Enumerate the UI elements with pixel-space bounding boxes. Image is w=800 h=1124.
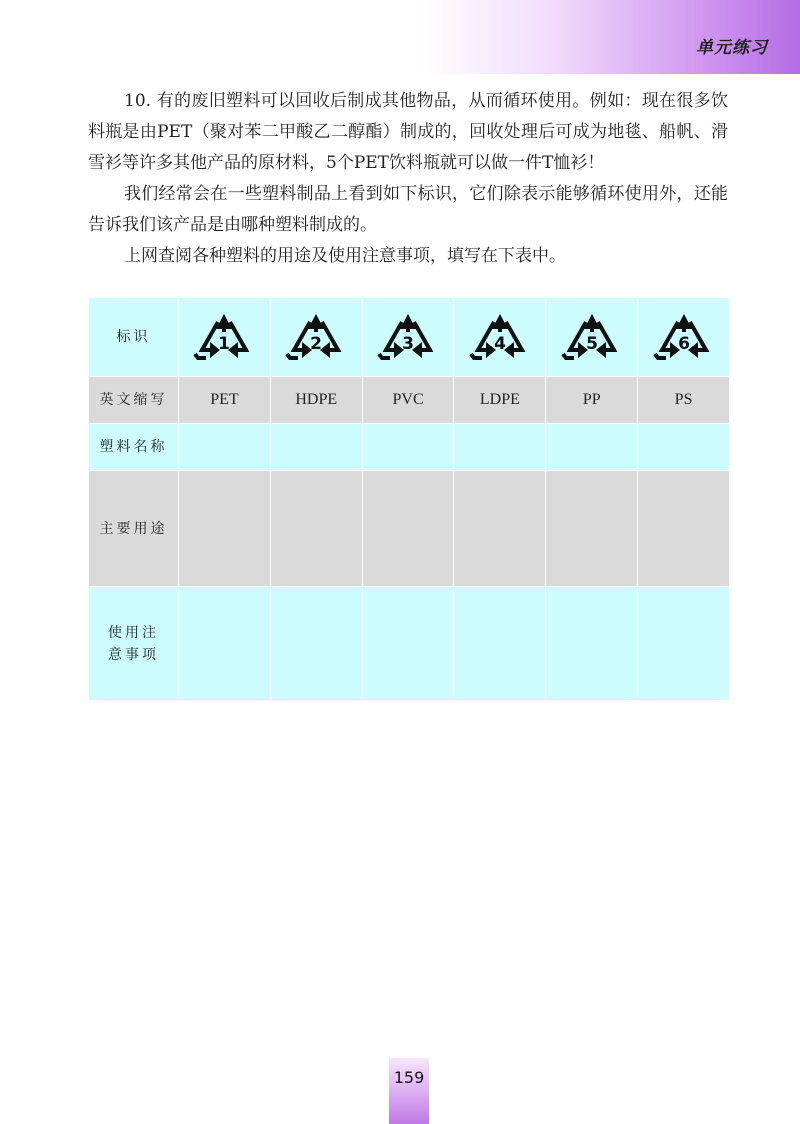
row-label-plastic-name: 塑料名称 [89, 424, 179, 471]
plastics-table [88, 297, 730, 701]
answer-cell[interactable] [454, 587, 546, 701]
answer-cell[interactable] [179, 471, 271, 587]
recycling-triangle-icon [468, 309, 532, 365]
answer-cell[interactable] [362, 471, 454, 587]
symbol-cell [179, 298, 271, 377]
answer-cell[interactable] [179, 424, 271, 471]
symbol-number: 5 [585, 334, 598, 354]
row-label-abbreviation: 英文缩写 [89, 377, 179, 424]
symbol-number: 1 [218, 334, 231, 354]
recycling-triangle-icon [652, 309, 716, 365]
answer-cell[interactable] [270, 587, 362, 701]
usage-notes-row [89, 587, 730, 701]
symbol-row [89, 298, 730, 377]
answer-cell[interactable] [179, 587, 271, 701]
answer-cell[interactable] [638, 587, 730, 701]
answer-cell[interactable] [638, 471, 730, 587]
answer-cell[interactable] [362, 424, 454, 471]
answer-cell[interactable] [270, 424, 362, 471]
section-title: 单元练习 [696, 38, 768, 58]
abbreviation-cell: PVC [362, 377, 454, 424]
paragraph-2: 我们经常会在一些塑料制品上看到如下标识，它们除表示能够循环使用外，还能告诉我们该产品是由哪种塑料制成的。 [88, 184, 728, 235]
abbreviation-cell: PS [638, 377, 730, 424]
abbreviation-cell: LDPE [454, 377, 546, 424]
answer-cell[interactable] [546, 471, 638, 587]
symbol-number: 6 [677, 334, 690, 354]
answer-cell[interactable] [638, 424, 730, 471]
main-use-row [89, 471, 730, 587]
answer-cell[interactable] [546, 587, 638, 701]
abbreviation-row [89, 377, 730, 424]
answer-cell[interactable] [362, 587, 454, 701]
symbol-cell [546, 298, 638, 377]
recycling-triangle-icon [284, 309, 348, 365]
recycling-triangle-icon [560, 309, 624, 365]
symbol-cell [454, 298, 546, 377]
plastic-name-row [89, 424, 730, 471]
abbreviation-cell: PP [546, 377, 638, 424]
symbol-number: 4 [493, 334, 506, 354]
page-number: 159 [393, 1068, 425, 1087]
paragraph-3: 上网查阅各种塑料的用途及使用注意事项，填写在下表中。 [124, 246, 566, 266]
recycling-triangle-icon [192, 309, 256, 365]
row-label-usage-notes: 使用注意事项 [89, 587, 179, 701]
recycling-triangle-icon [376, 309, 440, 365]
abbreviation-cell: HDPE [270, 377, 362, 424]
paragraph-1: 10. 有的废旧塑料可以回收后制成其他物品，从而循环使用。例如：现在很多饮料瓶是由PET（聚对苯二甲酸乙二醇酯）制成的，回收处理后可成为地毯、船帆、滑雪衫等许多其他产品的原材料，5个PET饮料瓶就可以做一件T恤衫！ [88, 91, 728, 173]
symbol-cell [270, 298, 362, 377]
answer-cell[interactable] [270, 471, 362, 587]
symbol-cell [362, 298, 454, 377]
symbol-cell [638, 298, 730, 377]
answer-cell[interactable] [454, 424, 546, 471]
symbol-number: 2 [310, 334, 323, 354]
answer-cell[interactable] [454, 471, 546, 587]
answer-cell[interactable] [546, 424, 638, 471]
row-label-main-use: 主要用途 [89, 471, 179, 587]
abbreviation-cell: PET [179, 377, 271, 424]
exercise-text [88, 86, 728, 272]
symbol-number: 3 [402, 334, 414, 354]
row-label-symbol: 标识 [89, 298, 179, 377]
